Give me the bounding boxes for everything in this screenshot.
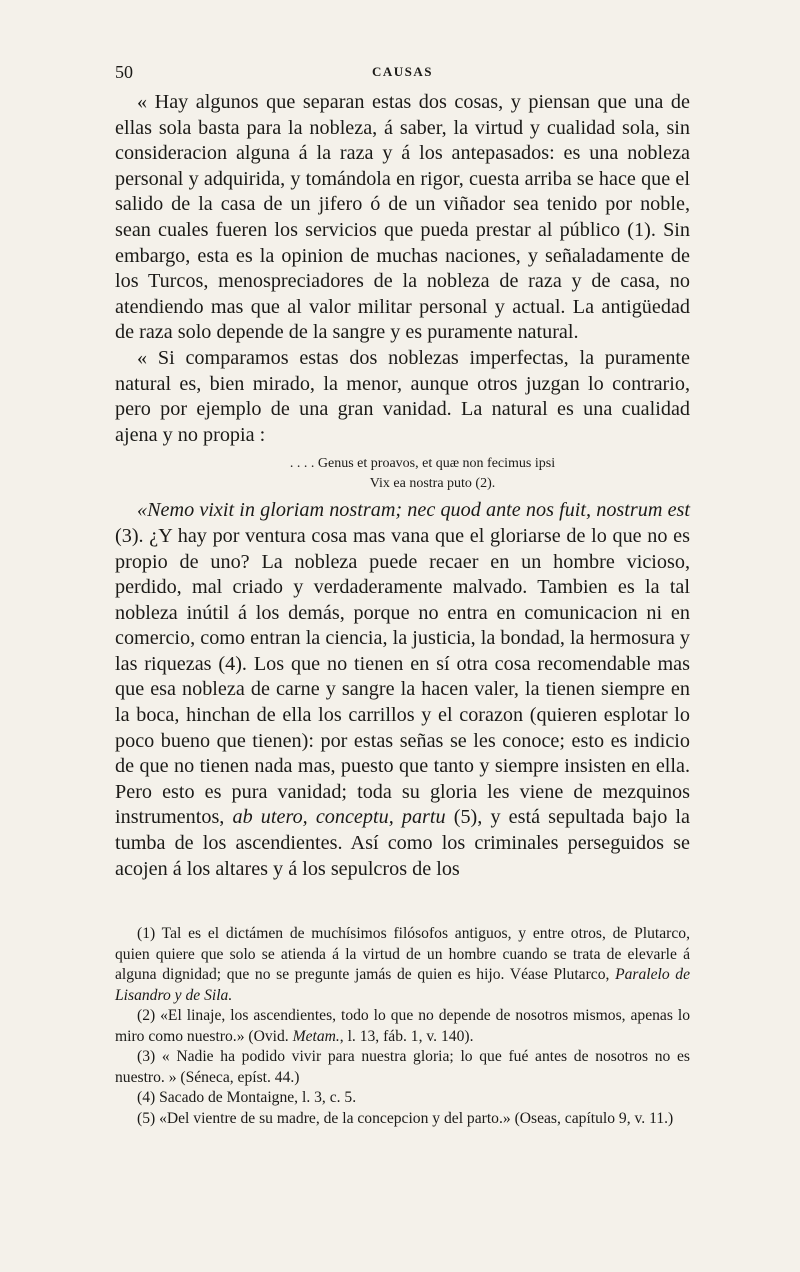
paragraph-3-text-b: (5), y está sepultada bajo la tumba de los ascendientes. Así como los criminales perseguidos se acojen á los altares y á los sepulcros de los xyxy=(115,806,690,880)
footnotes xyxy=(115,924,690,1129)
footnote-5: (5) «Del vientre de su madre, de la concepcion y del parto.» (Oseas, capítulo 9, v. 11.) xyxy=(137,1109,674,1127)
footnote-1-text: (1) Tal es el dictámen de muchísimos filósofos antiguos, y entre otros, de Plutarco, quien quiere que solo se atienda á la virtud de un hombre cuando se trata de elevarle á alguna dignidad; que no se pregunte jamás de quien es hijo. Véase Plutarco, xyxy=(115,925,690,983)
latin-phrase: «Nemo vixit in gloriam nostram; nec quod ante nos fuit, nostrum est xyxy=(137,499,690,522)
footnote-1 xyxy=(115,924,690,1006)
page-number: 50 xyxy=(115,62,133,82)
footnote-2-title: Metam. xyxy=(292,1027,340,1045)
main-text xyxy=(115,90,690,882)
running-head: CAUSAS xyxy=(371,64,433,79)
footnote-2 xyxy=(115,1006,690,1047)
footnote-2-text-a: (2) «El linaje, los ascendientes, todo lo que no depende de nosotros mismos, apenas lo miro como nuestro.» (Ovid. xyxy=(115,1007,690,1045)
paragraph-3 xyxy=(115,498,690,882)
footnote-3: (3) « Nadie ha podido vivir para nuestra gloria; lo que fué antes de nosotros no es nuestro. » (Séneca, epíst. 44.) xyxy=(115,1048,690,1086)
paragraph-3-text-a: (3). ¿Y hay por ventura cosa mas vana que el gloriarse de lo que no es propio de uno? La nobleza puede recaer en un hombre vicioso, perdido, mal criado y verdaderamente malvado. Tambien es la tal nobleza inútil á los demás, porque no entra en comunicacion ni en comercio, como entran la ciencia, la justicia, la bondad, la hermosura y las riquezas (4). Los que no tienen en sí otra cosa recomendable mas que esa nobleza de carne y sangre la hacen valer, la tienen siempre en la boca, hinchan de ella los carrillos y el corazon (quieren esplotar lo poco bueno que tienen): por estas señas se les conoce; esto es indicio de que no tienen nada mas, puesto que tanto y siempre insisten en ella. Pero esto es pura vanidad; toda su gloria les viene de mezquinos instrumentos, xyxy=(115,524,690,829)
paragraph-1: « Hay algunos que separan estas dos cosas, y piensan que una de ellas sola basta para la nobleza, á saber, la virtud y cualidad sola, sin consideracion alguna á la raza y á los antepasados: es una nobleza personal y adquirida, y tomándola en rigor, cuesta arriba se hace que el salido de la casa de un jifero ó de un viñador sea tenido por noble, sean cuales fueren los servicios que pueda prestar al público (1). Sin embargo, esta es la opinion de muchas naciones, y señaladamente de los Turcos, menospreciadores de la nobleza de raza y de casa, no atendiendo mas que al valor militar personal y actual. La antigüedad de raza solo depende de la sangre y es puramente natural. xyxy=(115,91,690,344)
latin-quote xyxy=(115,454,690,494)
footnote-1-title: Paralelo de Lisandro y de Sila. xyxy=(115,966,690,1004)
footnote-2-text-b: , l. 13, fáb. 1, v. 140). xyxy=(339,1027,474,1045)
quote-line-1: . . . . Genus et proavos, et quæ non fecimus ipsi xyxy=(289,456,556,472)
page-header xyxy=(115,62,690,86)
paragraph-2: « Si comparamos estas dos noblezas imperfectas, la puramente natural es, bien mirado, la menor, aunque otros juzgan lo contrario, pero por ejemplo de una gran vanidad. La natural es una cualidad ajena y no propia : xyxy=(115,346,690,446)
latin-phrase-2: ab utero, conceptu, partu xyxy=(232,806,446,829)
quote-line-2: Vix ea nostra puto (2). xyxy=(369,476,496,492)
footnote-4: (4) Sacado de Montaigne, l. 3, c. 5. xyxy=(137,1089,357,1106)
